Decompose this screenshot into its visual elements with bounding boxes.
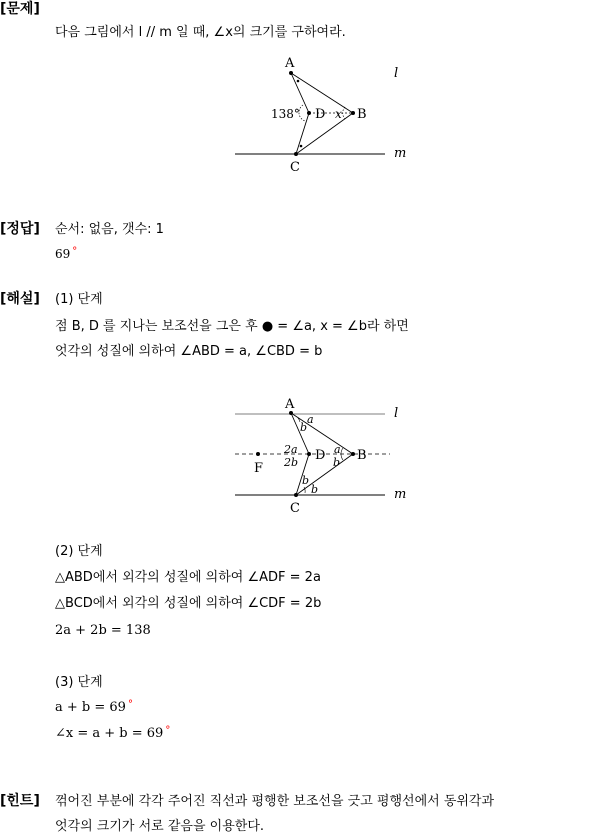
- fig2-label-F: F: [254, 461, 264, 476]
- fig1-label-A: A: [285, 56, 295, 71]
- step2-line3: 2a + 2b = 138: [55, 623, 151, 638]
- fig2-label-m: m: [394, 487, 407, 502]
- answer-degree: °: [72, 246, 78, 257]
- step1-line1: 점 B, D 를 지나는 보조선을 그은 후 ● = ∠a, x = ∠b라 하면: [55, 319, 409, 334]
- fig1-label-C: C: [290, 160, 300, 175]
- fig2-label-C: C: [290, 501, 300, 516]
- step2-line2: △BCD에서 외각의 성질에 의하여 ∠CDF = 2b: [55, 596, 322, 611]
- step3-line2-degree: °: [165, 725, 171, 736]
- fig2-label-a-right: a: [334, 443, 341, 456]
- step3-line1-row: [55, 700, 133, 714]
- fig2-label-A: A: [285, 397, 295, 412]
- step2-line1: △ABD에서 외각의 성질에 의하여 ∠ADF = 2a: [55, 570, 321, 585]
- fig2-label-b-bottom2: b: [311, 483, 319, 496]
- fig2-label-D: D: [315, 448, 326, 463]
- fig1-label-D: D: [315, 107, 326, 122]
- step1-title: (1) 단계: [55, 292, 103, 307]
- answer-line1: 순서: 없음, 갯수: 1: [55, 222, 164, 237]
- fig1-label-l: l: [394, 66, 399, 81]
- hint-line1: 꺾어진 부분에 각각 주어진 직선과 평행한 보조선을 긋고 평행선에서 동위각과: [55, 794, 495, 809]
- hint-line2: 엇각의 크기가 서로 같음을 이용한다.: [55, 819, 265, 834]
- fig2-label-B: B: [357, 448, 367, 463]
- answer-label: [정답]: [0, 221, 40, 237]
- step1-line2: 엇각의 성질에 의하여 ∠ABD = a, ∠CBD = b: [55, 344, 323, 359]
- problem-figure: [0, 50, 589, 230]
- step3-line2: ∠x = a + b = 69: [55, 726, 164, 741]
- solution-label: [해설]: [0, 291, 40, 307]
- step3-line1-degree: °: [127, 699, 133, 710]
- answer-value: 69: [55, 247, 71, 261]
- problem-text: 다음 그림에서 l // m 일 때, ∠x의 크기를 구하여라.: [55, 25, 346, 40]
- fig2-label-2a: 2a: [284, 443, 298, 456]
- solution-figure: [0, 392, 589, 522]
- fig1-label-m: m: [394, 146, 407, 161]
- step3-line1: a + b = 69: [55, 700, 126, 715]
- hint-label: [힌트]: [0, 793, 40, 809]
- fig2-label-b-bottom1: b: [302, 474, 310, 487]
- fig2-label-2b: 2b: [284, 456, 299, 469]
- fig1-label-B: B: [357, 107, 367, 122]
- step2-title: (2) 단계: [55, 544, 103, 559]
- problem-label: [문제]: [0, 1, 40, 17]
- fig2-label-l: l: [394, 406, 399, 421]
- fig1-label-138: 138°: [271, 107, 300, 121]
- step3-title: (3) 단계: [55, 675, 103, 690]
- fig1-label-x: x: [335, 107, 342, 121]
- fig2-label-a-top: a: [307, 413, 314, 426]
- fig2-label-b-right: b: [333, 456, 341, 469]
- answer-value-line: [55, 247, 77, 260]
- step3-line2-row: [55, 726, 170, 740]
- fig2-label-b-top: b: [300, 421, 308, 434]
